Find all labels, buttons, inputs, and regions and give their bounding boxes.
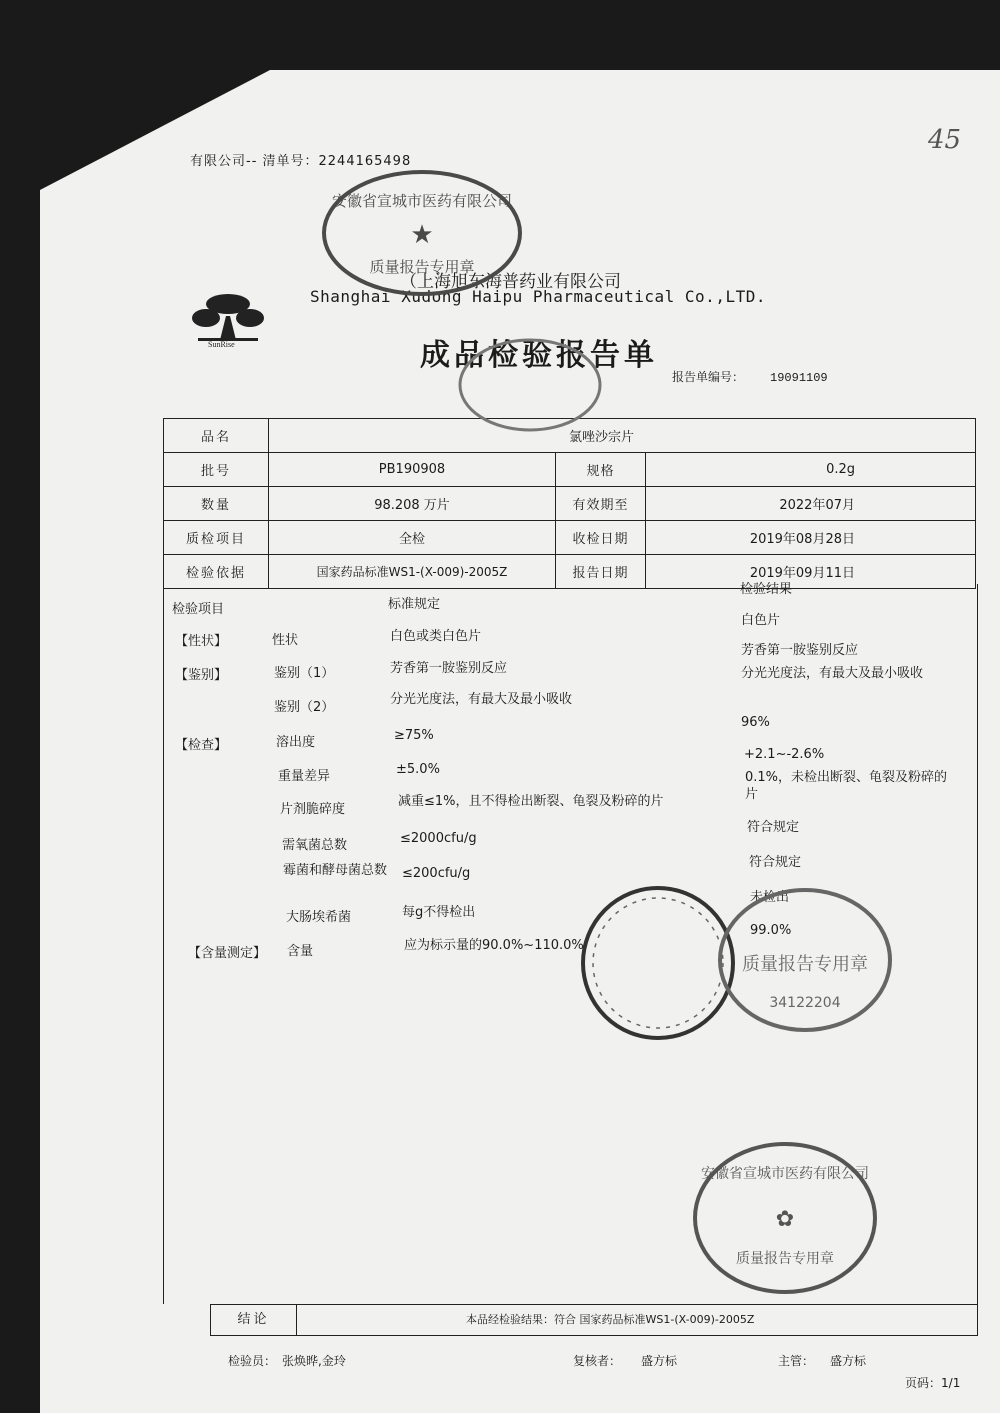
row-category: 【鉴别】 bbox=[175, 668, 228, 683]
reviewer-value: 盛方标 bbox=[641, 1354, 678, 1368]
inspector-value: 张焕晔,金玲 bbox=[282, 1354, 346, 1368]
row-result: +2.1~-2.6% bbox=[744, 747, 825, 762]
logo-text: SunRise bbox=[208, 340, 235, 349]
col-standard-header: 标准规定 bbox=[388, 597, 441, 612]
report-date-label: 报告日期 bbox=[556, 555, 646, 589]
stamp1-top-text: 安徽省宣城市医药有限公司 bbox=[331, 192, 513, 210]
row-item: 重量差异 bbox=[278, 769, 331, 784]
row-category: 【性状】 bbox=[175, 634, 228, 649]
info-table bbox=[163, 418, 976, 589]
row-result: 96% bbox=[741, 715, 770, 730]
col-item-header: 检验项目 bbox=[172, 602, 225, 617]
stamp4-bottom-text: 质量报告专用章 bbox=[736, 1251, 834, 1267]
qc-item-label: 质检项目 bbox=[164, 521, 269, 555]
row-item: 霉菌和酵母菌总数 bbox=[283, 863, 388, 878]
company-name-en: Shanghai Xudong Haipu Pharmaceutical Co.,LTD. bbox=[310, 287, 766, 306]
sunrise-logo-icon bbox=[190, 288, 266, 348]
round-stamp bbox=[578, 883, 738, 1043]
row-standard: 分光光度法，有最大及最小吸收 bbox=[390, 692, 573, 707]
inspector-label: 检验员： bbox=[228, 1354, 277, 1368]
conclusion-row bbox=[210, 1304, 978, 1336]
row-result: 芳香第一胺鉴别反应 bbox=[741, 643, 859, 658]
stamp3-code: 34122204 bbox=[769, 995, 841, 1011]
conclusion-label: 结论 bbox=[211, 1305, 297, 1335]
row-result: 99.0% bbox=[750, 923, 792, 938]
row-standard: ≤200cfu/g bbox=[402, 866, 471, 881]
svg-text:★: ★ bbox=[410, 220, 434, 250]
row-standard: ±5.0% bbox=[396, 762, 440, 777]
svg-text:✿: ✿ bbox=[775, 1207, 795, 1232]
inspector bbox=[228, 1352, 346, 1369]
basis-label: 检验依据 bbox=[164, 555, 269, 589]
company-name-cn: （上海旭东海普药业有限公司 bbox=[400, 272, 621, 292]
page-label: 页码： bbox=[905, 1376, 942, 1390]
row-standard: ≤2000cfu/g bbox=[400, 831, 477, 846]
batch-value: PB190908 bbox=[269, 453, 556, 487]
row-item: 性状 bbox=[272, 633, 299, 648]
product-value: 氯唑沙宗片 bbox=[269, 419, 976, 453]
row-item: 溶出度 bbox=[276, 735, 316, 750]
expiry-label: 有效期至 bbox=[556, 487, 646, 521]
received-value: 2019年08月28日 bbox=[646, 521, 976, 555]
supervisor bbox=[778, 1352, 866, 1369]
stamp3-text: 质量报告专用章 bbox=[742, 954, 868, 975]
qty-label: 数量 bbox=[164, 487, 269, 521]
row-category: 【检查】 bbox=[175, 738, 228, 753]
report-number-value: 19091109 bbox=[770, 371, 828, 385]
supervisor-label: 主管： bbox=[778, 1354, 815, 1368]
quality-stamp-top bbox=[320, 168, 525, 298]
row-item: 需氧菌总数 bbox=[282, 838, 348, 853]
row-standard: 应为标示量的90.0%~110.0% bbox=[404, 938, 584, 953]
row-standard: ≥75% bbox=[394, 728, 434, 743]
page-number bbox=[905, 1374, 960, 1391]
row-result: 符合规定 bbox=[747, 820, 800, 835]
spec-label: 规格 bbox=[556, 453, 646, 487]
row-standard: 芳香第一胺鉴别反应 bbox=[390, 661, 508, 676]
row-standard: 白色或类白色片 bbox=[390, 629, 482, 644]
handwritten-mark: 45 bbox=[928, 125, 962, 155]
page-value: 1/1 bbox=[941, 1376, 961, 1390]
report-number bbox=[672, 368, 828, 385]
row-item: 含量 bbox=[287, 944, 314, 959]
expiry-value: 2022年07月 bbox=[646, 487, 976, 521]
row-item: 鉴别（1） bbox=[274, 666, 335, 681]
product-label: 品名 bbox=[164, 419, 269, 453]
report-number-label: 报告单编号： bbox=[672, 370, 745, 384]
supervisor-value: 盛方标 bbox=[830, 1354, 867, 1368]
row-result: 0.1%，未检出断裂、龟裂及粉碎的片 bbox=[745, 770, 948, 802]
reviewer bbox=[573, 1352, 677, 1369]
col-result-header: 检验结果 bbox=[740, 582, 793, 597]
quality-stamp-mid bbox=[715, 885, 895, 1035]
row-result: 符合规定 bbox=[749, 855, 802, 870]
row-standard: 每g不得检出 bbox=[402, 905, 476, 920]
row-item: 鉴别（2） bbox=[274, 700, 335, 715]
stamp1-bottom-text: 质量报告专用章 bbox=[369, 258, 475, 276]
row-item: 片剂脆碎度 bbox=[280, 802, 346, 817]
spec-value: 0.2g bbox=[646, 453, 976, 487]
received-label: 收检日期 bbox=[556, 521, 646, 555]
row-category: 【含量测定】 bbox=[188, 946, 267, 961]
row-result: 分光光度法，有最大及最小吸收 bbox=[741, 666, 924, 681]
qty-value: 98.208 万片 bbox=[269, 487, 556, 521]
row-standard: 减重≤1%，且不得检出断裂、龟裂及粉碎的片 bbox=[398, 794, 664, 809]
conclusion-value: 本品经检验结果：符合 国家药品标准WS1-(X-009)-2005Z bbox=[466, 1313, 755, 1326]
row-result: 未检出 bbox=[750, 890, 790, 905]
header-line: 有限公司-- 清单号：2244165498 bbox=[190, 154, 412, 169]
report-date-value: 2019年09月11日 bbox=[646, 555, 976, 589]
qc-item-value: 全检 bbox=[269, 521, 556, 555]
stamp4-top-text: 安徽省宣城市医药有限公司 bbox=[701, 1166, 869, 1182]
batch-label: 批号 bbox=[164, 453, 269, 487]
faint-stamp bbox=[455, 335, 605, 435]
quality-stamp-bottom bbox=[690, 1138, 880, 1298]
basis-value: 国家药品标准WS1-(X-009)-2005Z bbox=[269, 555, 556, 589]
report-title: 成品检验报告单 bbox=[420, 338, 658, 373]
row-item: 大肠埃希菌 bbox=[286, 910, 352, 925]
reviewer-label: 复核者： bbox=[573, 1354, 622, 1368]
row-result: 白色片 bbox=[741, 613, 781, 628]
